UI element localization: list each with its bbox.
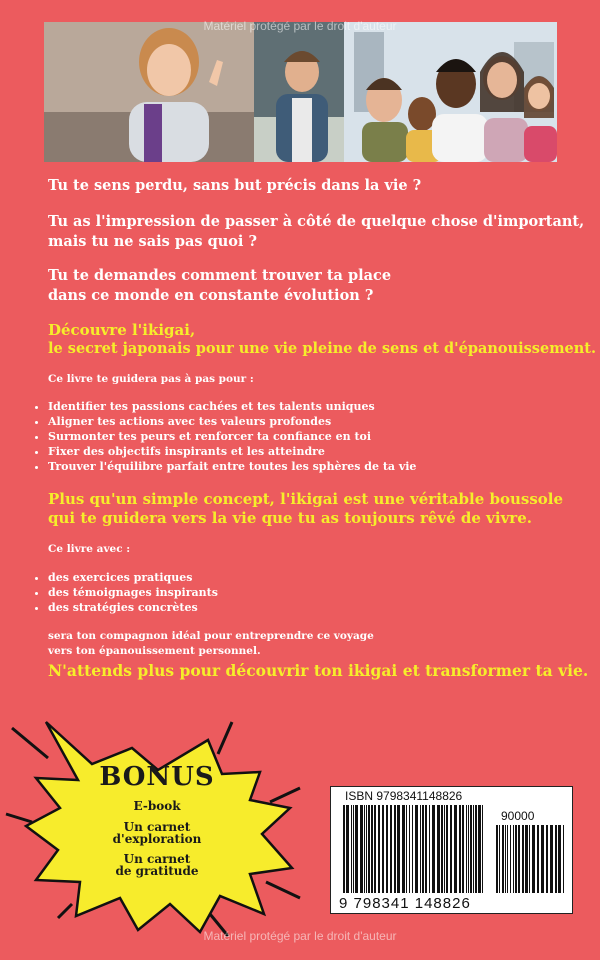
discover-line2: le secret japonais pour une vie pleine de sens et d'épanouissement. — [48, 340, 597, 357]
barcode-bar — [390, 805, 392, 893]
price-barcode-bars — [496, 825, 564, 893]
barcode-bar — [507, 825, 508, 893]
barcode-bar — [406, 805, 407, 893]
isbn-barcode — [330, 786, 573, 914]
list-item: • des témoignages inspirants — [48, 585, 218, 600]
barcode-bar — [513, 825, 514, 893]
bonus-item-ebook: E-book — [133, 799, 181, 813]
bonus-title: BONUS — [99, 762, 215, 792]
barcode-bar — [532, 825, 535, 893]
watermark-top: Matériel protégé par le droit d'auteur — [203, 19, 397, 33]
barcode-bar — [482, 805, 483, 893]
barcode-bar — [499, 825, 500, 893]
barcode-bar — [346, 805, 349, 893]
barcode-bar — [518, 825, 520, 893]
guide-intro: Ce livre te guidera pas à pas pour : — [48, 373, 254, 385]
barcode-bar — [558, 825, 561, 893]
list-item: • des exercices pratiques — [48, 570, 218, 585]
barcode-bar — [374, 805, 376, 893]
companion-line1: sera ton compagnon idéal pour entreprendre ce voyage — [48, 630, 374, 642]
barcode-bar — [473, 805, 474, 893]
barcode-bar — [343, 805, 345, 893]
final-cta: N'attends plus pour découvrir ton ikigai et transformer ta vie. — [48, 661, 589, 680]
barcode-bar — [470, 805, 472, 893]
question-2-line2: mais tu ne sais pas quoi ? — [48, 233, 257, 250]
list-item: • Trouver l'équilibre parfait entre toutes les sphères de ta vie — [48, 459, 416, 474]
barcode-bar — [450, 805, 452, 893]
barcode-bar — [555, 825, 557, 893]
barcode-bar — [420, 805, 421, 893]
barcode-bar — [505, 825, 506, 893]
barcode-bar — [515, 825, 517, 893]
barcode-bar — [475, 805, 477, 893]
barcode-bar — [394, 805, 396, 893]
concept-line1: Plus qu'un simple concept, l'ikigai est une véritable boussole — [48, 490, 564, 508]
concept-line2: qui te guidera vers la vie que tu as toujours rêvé de vivre. — [48, 509, 532, 527]
barcode-bar — [459, 805, 461, 893]
barcode-bar — [510, 825, 511, 893]
list-item: • Identifier tes passions cachées et tes talents uniques — [48, 399, 416, 414]
barcode-bar — [537, 825, 539, 893]
with-list — [22, 570, 218, 615]
question-2-line1: Tu as l'impression de passer à côté de quelque chose d'important, — [48, 213, 585, 230]
barcode-bar — [529, 825, 530, 893]
list-item: • des stratégies concrètes — [48, 600, 218, 615]
barcode-bar — [522, 825, 524, 893]
barcode-bar — [368, 805, 370, 893]
barcode-bar — [454, 805, 457, 893]
barcode-bar — [466, 805, 467, 893]
barcode-bar — [546, 825, 548, 893]
barcode-bar — [478, 805, 481, 893]
question-3-line1: Tu te demandes comment trouver ta place — [48, 267, 392, 284]
cover-photo — [44, 22, 557, 162]
barcode-bar — [437, 805, 440, 893]
barcode-bar — [425, 805, 427, 893]
isbn-label: ISBN 9798341148826 — [345, 789, 463, 803]
barcode-bar — [353, 805, 354, 893]
barcode-bar — [415, 805, 418, 893]
barcode-bar — [360, 805, 363, 893]
barcode-bar — [525, 825, 528, 893]
barcode-bar — [446, 805, 448, 893]
price-code: 90000 — [501, 809, 535, 823]
barcode-bar — [441, 805, 443, 893]
companion-line2: vers ton épanouissement personnel. — [48, 645, 261, 657]
barcode-bar — [541, 825, 544, 893]
barcode-bar — [364, 805, 365, 893]
barcode-bar — [351, 805, 352, 893]
barcode-bar — [409, 805, 410, 893]
barcode-bar — [468, 805, 469, 893]
with-intro: Ce livre avec : — [48, 543, 131, 555]
barcode-bar — [402, 805, 405, 893]
bonus-item-exploration-l2: d'exploration — [112, 832, 202, 846]
bonus-item-gratitude-l2: de gratitude — [115, 864, 199, 878]
barcode-bar — [355, 805, 358, 893]
barcode-bar — [366, 805, 367, 893]
barcode-bar — [444, 805, 445, 893]
barcode-bar — [563, 825, 564, 893]
question-3-line2: dans ce monde en constante évolution ? — [48, 287, 374, 304]
barcode-bar — [382, 805, 384, 893]
barcode-bar — [432, 805, 435, 893]
barcode-bar — [422, 805, 424, 893]
question-1: Tu te sens perdu, sans but précis dans la vie ? — [48, 177, 422, 194]
bonus-item-exploration-l1: Un carnet — [123, 820, 191, 834]
barcode-bar — [429, 805, 430, 893]
bonus-item-gratitude-l1: Un carnet — [123, 852, 191, 866]
barcode-bar — [371, 805, 373, 893]
barcode-bar — [412, 805, 413, 893]
list-item: • Aligner tes actions avec tes valeurs profondes — [48, 414, 416, 429]
barcode-bar — [550, 825, 553, 893]
list-item: • Fixer des objectifs inspirants et les atteindre — [48, 444, 416, 459]
barcode-bar — [397, 805, 400, 893]
discover-line1: Découvre l'ikigai, — [48, 321, 196, 339]
barcode-bars — [343, 805, 485, 893]
barcode-bar — [378, 805, 380, 893]
barcode-bar — [386, 805, 388, 893]
barcode-bar — [502, 825, 504, 893]
watermark-bottom: Matériel protégé par le droit d'auteur — [203, 929, 397, 943]
isbn-digits: 9 798341 148826 — [339, 895, 471, 912]
barcode-bar — [462, 805, 464, 893]
guide-list — [22, 399, 416, 474]
barcode-bar — [496, 825, 498, 893]
list-item: • Surmonter tes peurs et renforcer ta confiance en toi — [48, 429, 416, 444]
